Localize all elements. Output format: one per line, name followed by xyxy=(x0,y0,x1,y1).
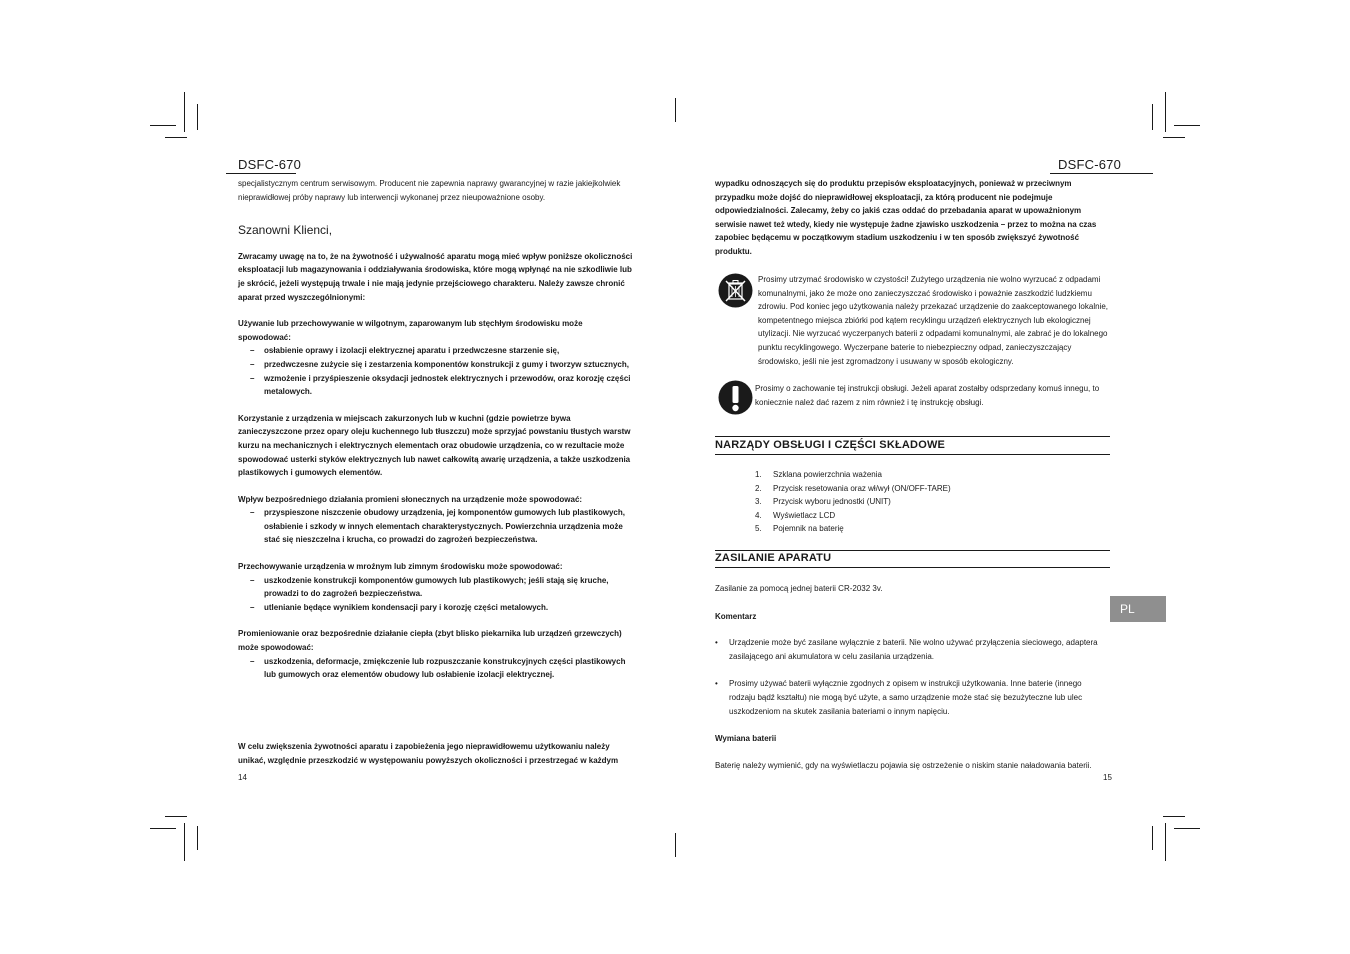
item-number: 3. xyxy=(755,497,762,507)
list-item: – utlenianie będące wynikiem kondensacji pary i korozję części metalowych. xyxy=(238,601,636,615)
page-number-right: 15 xyxy=(1103,773,1112,782)
controls-rule-top xyxy=(715,436,1110,437)
battery-title: Wymiana baterii xyxy=(715,734,777,744)
cold-list xyxy=(238,574,636,615)
list-item: • Prosimy używać baterii wyłącznie zgodnych z opisem w instrukcji użytkowania. Inne baterie (innego rodzaju bądź kształtu) nie mogą być użyte, a samo urządzenie może stać się bezużyteczne lub ulec uszkodzeniom na skutek zasilania bateriami o innym napięciu. xyxy=(715,677,1110,718)
item-label: Wyświetlacz LCD xyxy=(773,510,836,520)
intro-text: specjalistycznym centrum serwisowym. Producent nie zapewnia naprawy gwarancyjnej w razie jakiejkolwiek nieprawidłowej próby naprawy lub interwencji wykonanej przez nieupoważnione osoby. xyxy=(238,179,621,202)
page-number-left: 14 xyxy=(238,773,247,782)
left-column xyxy=(238,177,636,682)
item-label: Pojemnik na baterię xyxy=(773,524,844,534)
humidity-title: Używanie lub przechowywanie w wilgotnym, zaparowanym lub stęchłym środowisku może spowodować: xyxy=(238,319,583,342)
power-rule-top xyxy=(715,550,1110,551)
heat-list xyxy=(238,655,636,682)
crossed-bin-icon xyxy=(718,273,753,308)
sun-list xyxy=(238,506,636,547)
item-label: Przycisk resetowania oraz wł/wył (ON/OFF-TARE) xyxy=(773,483,951,493)
header-rule-right xyxy=(1050,173,1153,174)
item-number: 4. xyxy=(755,510,762,520)
greeting: Szanowni Klienci, xyxy=(238,223,333,238)
comment-list xyxy=(715,636,1110,718)
list-item: – wzmożenie i przyśpieszenie oksydacji jednostek elektrycznych i przewodów, oraz korozję części metalowych. xyxy=(238,372,636,399)
kitchen-text: Korzystanie z urządzenia w miejscach zakurzonych lub w kuchni (gdzie powietrze bywa zanieczyszczone przez opary oleju kuchennego lub tłuszczu) może sprzyjać powstaniu tłustych warstw kurzu na mechanicznych i elektrycznych elementach oraz obudowie urządzenia, co w rezultacie może spowodować usterki styków elektrycznych lub nawet całkowitą awarię urządzenia, a także uszkodzenia plastikowych i gumowych elementów. xyxy=(238,413,631,478)
list-item: – przyspieszone niszczenie obudowy urządzenia, jej komponentów gumowych lub plastikowych, osłabienie i szkody w innych elementach charakterystycznych. Powierzchnia urządzenia może stać się nieszczelna i krucha, co prowadzi do zagrożeń bezpieczeństwa. xyxy=(238,506,636,547)
exclamation-icon xyxy=(718,380,753,415)
controls-rule-bottom xyxy=(715,454,1110,455)
list-item: – uszkodzenia, deformacje, zmiękczenie lub rozpuszczanie konstrukcyjnych części plastikowych lub gumowych oraz elementów obudowy lub osłabienie izolacji elektrycznej. xyxy=(238,655,636,682)
item-label: Przycisk wyboru jednostki (UNIT) xyxy=(773,497,891,507)
list-item xyxy=(755,468,1095,482)
item-number: 1. xyxy=(755,470,762,479)
keep-manual-block xyxy=(755,382,1110,409)
controls-list xyxy=(755,468,1095,536)
environment-block xyxy=(758,273,1110,368)
warning-intro: Zwracamy uwagę na to, że na żywotność i używalność aparatu mogą mieć wpływ poniższe okoliczności eksploatacji lub magazynowania i oddziaływania środowiska, które mogą wpłynąć na nie szkodliwie lub je skrócić, jeżeli występują trwale i nie mają jedynie przejściowego charakteru. Należy zawsze chronić aparat przed wyszczególnionymi: xyxy=(238,251,633,302)
environment-text: Prosimy utrzymać środowisko w czystości! Zużytego urządzenia nie wolno wyrzucać z odpadami komunalnymi, jako że może ono zanieczyszczać środowisko i poważnie zaszkodzić ludzkiemu zdrowiu. Pod koniec jego użytkowania należy przekazać urządzenie do zaakceptowanego lokalnie, kompetentnego miejsca zbiórki pod kątem recyklingu urządzeń elektrycznych lub ekologicznej utylizacji. Nie wyrzucać wyczerpanych baterii z odpadami komunalnymi, ale zabrać je do lokalnego punktu recyklingowego. Wyczerpane baterie to niebezpieczny odpad, zanieczyszczający środowisko, jeśli nie jest zgromadzony i usuwany w sposób ekologiczny. xyxy=(758,275,1108,366)
power-rule-bottom xyxy=(715,567,1110,568)
list-item: – przedwczesne zużycie się i zestarzenia komponentów konstrukcji z gumy i tworzyw sztucznych, xyxy=(238,358,636,372)
list-item: – osłabienie oprawy i izolacji elektrycznej aparatu i przedwczesne starzenie się, xyxy=(238,344,636,358)
keep-manual-text: Prosimy o zachowanie tej instrukcji obsługi. Jeżeli aparat zostałby odsprzedany komuś innegu, to koniecznie należ dać razem z nim również i tę instrukcję obsługi. xyxy=(755,384,1100,407)
humidity-list xyxy=(238,344,636,398)
model-name-right: DSFC-670 xyxy=(1058,157,1122,172)
closing-text: W celu zwiększenia żywotności aparatu i zapobieżenia jego nieprawidłowemu użytkowaniu należy unikać, względnie przeszkodzić w występowaniu powyższych okoliczności i przestrzegać w każdym xyxy=(238,742,619,765)
item-label: Szklana powierzchnia ważenia xyxy=(773,470,882,479)
header-rule-left xyxy=(226,173,296,174)
cold-title: Przechowywanie urządzenia w mroźnym lub zimnym środowisku może spowodować: xyxy=(238,562,563,572)
power-block xyxy=(715,582,1110,772)
list-item xyxy=(755,509,1095,523)
continuation-text: wypadku odnoszących się do produktu przepisów eksploatacyjnych, ponieważ w przeciwnym przypadku może dojść do nieprawidłowej eksploatacji, za którą producent nie podejmuje odpowiedzialności. Zalecamy, żeby co jakiś czas oddać do przebadania aparat w upoważnionym serwisie nawet też wtedy, kiedy nie występuje żadne zjawisko uszkodzenia – przez to można na czas zapobiec będącemu w początkowym stadium uszkodzeniu i w ten sposób zwiększyć żywotność produktu. xyxy=(715,179,1097,256)
controls-heading: NARZĄDY OBSŁUGI I CZĘŚCI SKŁADOWE xyxy=(715,439,946,451)
heat-title: Promieniowanie oraz bezpośrednie działanie ciepła (zbyt blisko piekarnika lub urządzeń grzewczych) może spowodować: xyxy=(238,629,622,653)
language-tab: PL xyxy=(1110,596,1166,622)
battery-text: Baterię należy wymienić, gdy na wyświetlaczu pojawia się ostrzeżenie o niskim stanie naładowania baterii. xyxy=(715,760,1092,770)
power-heading: ZASILANIE APARATU xyxy=(715,552,832,564)
continuation-block xyxy=(715,177,1110,259)
model-name-left: DSFC-670 xyxy=(238,157,302,172)
list-item xyxy=(755,522,1095,536)
list-item: • Urządzenie może być zasilane wyłącznie z baterii. Nie wolno używać przyłączenia sieciowego, adaptera zasilającego ani akumulatora w celu zasilania urządzenia. xyxy=(715,636,1110,663)
sun-title: Wpływ bezpośredniego działania promieni słonecznych na urządzenie może spowodować: xyxy=(238,494,583,504)
power-text: Zasilanie za pomocą jednej baterii CR-2032 3v. xyxy=(715,584,883,593)
item-number: 2. xyxy=(755,483,762,493)
comment-title: Komentarz xyxy=(715,611,757,621)
list-item xyxy=(755,495,1095,509)
item-number: 5. xyxy=(755,524,762,534)
list-item xyxy=(755,482,1095,496)
closing-block xyxy=(238,740,636,767)
list-item: – uszkodzenie konstrukcji komponentów gumowych lub plastikowych; jeśli stają się kruche, prowadzi to do zagrożeń bezpieczeństwa. xyxy=(238,574,636,601)
